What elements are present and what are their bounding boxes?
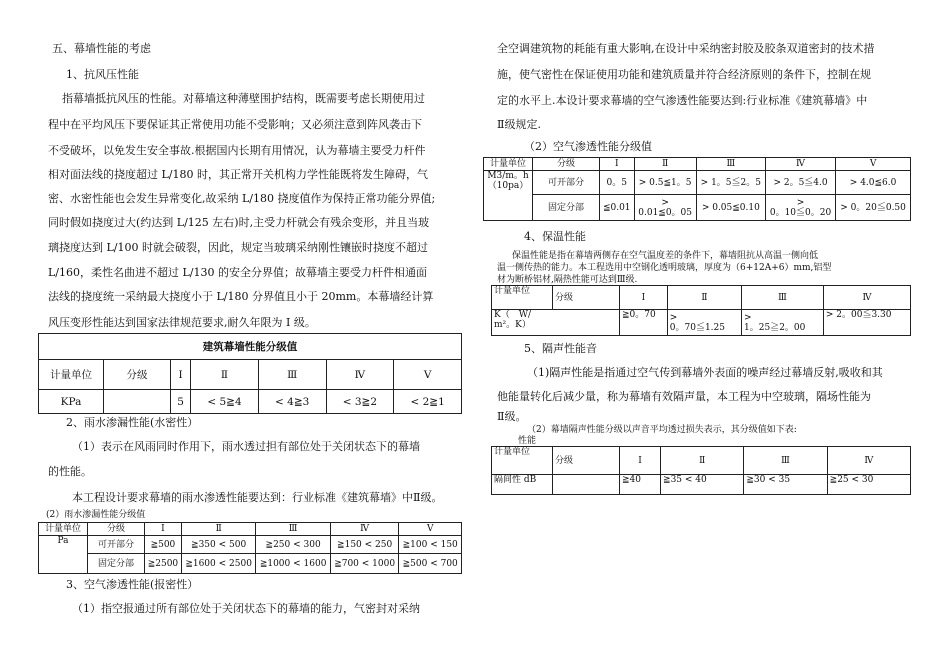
paragraph-line: 风压变形性能达到国家法律规范要求,耐久年限为 I 级。 — [48, 316, 316, 329]
subheading-sound-insulation: 5、隔声性能音 — [524, 342, 597, 355]
paragraph-line: 保温性能是指在幕墙两侧存在空气温度差的条件下，幕墙阻抗从高温一侧向低 — [512, 251, 819, 261]
paragraph-line: 指幕墙抵抗风压的性能。对幕墙这种薄壁围护结构，既需要考虑长期使用过 — [62, 92, 425, 105]
table-cell: ≦0.01 — [600, 195, 635, 221]
insulation-table — [491, 285, 911, 336]
paragraph-line: 同时假如挠度过大(约达到 L/125 左右)时,主受力杆就会有残余变形，并且当玻 — [48, 216, 430, 229]
cell-line: > — [669, 312, 678, 323]
table-header: I — [600, 158, 635, 171]
table-cell-unit — [492, 310, 620, 336]
table-cell: 0。5 — [600, 171, 635, 195]
table-header: 分级 — [88, 523, 145, 536]
table-header: Ⅴ — [394, 360, 462, 390]
unit-line: M3/m。h — [487, 171, 529, 181]
paragraph-line: 璃挠度达到 L/100 时就会破裂，因此，规定当玻璃采纳刚性镶嵌时挠度不超过 — [48, 241, 428, 254]
table-cell — [634, 195, 696, 221]
paragraph-line: 定的水平上.本设计要求幕墙的空气渗透性能要达到:行业标准《建筑幕墙》中 — [497, 94, 868, 107]
table-header: 分级 — [533, 158, 600, 171]
table-title: 建筑幕墙性能分级值 — [39, 334, 462, 360]
subheading-water-tightness: 2、雨水渗漏性能(水密性） — [66, 416, 199, 429]
table-cell: ≧35 < 40 — [661, 475, 744, 495]
table-cell — [104, 390, 171, 414]
paragraph-line: 的性能。 — [48, 465, 92, 478]
table-cell: ≧25 < 30 — [827, 475, 910, 495]
paragraph-line: 密、水密性能也会发生异常变化,故采纳 L/180 挠度值作为保持正常功能分界值; — [48, 192, 436, 205]
table-cell-unit — [484, 171, 533, 221]
table-cell: < 3≧2 — [326, 390, 394, 414]
table-cell: 5 — [171, 390, 191, 414]
cell-line: > — [796, 197, 805, 208]
table-cell: ≧1600 < 2500 — [181, 554, 256, 574]
table-cell: > 0.5≦1。5 — [634, 171, 696, 195]
table-cell: < 2≧1 — [394, 390, 462, 414]
table-header: 计量单位 — [492, 447, 553, 475]
table-header: 计量单位 — [39, 523, 88, 536]
paragraph-line: （1)隔声性能是指通过空气传到幕墙外表面的噪声经过幕墙反射,吸收和其 — [527, 366, 883, 379]
paragraph-line: L/160，柔性名曲进不超过 L/130 的安全分界值；故幕墙主要受力杆件相通面 — [48, 266, 428, 279]
subheading-air-tightness: 3、空气渗透性能(报密性） — [66, 578, 199, 591]
table-cell: > 2。00≦3.30 — [823, 310, 910, 336]
table-header: Ⅱ — [667, 286, 741, 310]
table-header: Ⅳ — [330, 523, 399, 536]
table-cell: < 5≧4 — [191, 390, 259, 414]
table-header: Ⅲ — [256, 523, 331, 536]
table-cell: ≧30 < 35 — [744, 475, 827, 495]
paragraph-line: 法线的挠度统一采纳最大挠度小于 L/180 分界值且小于 20mm。本幕墙经计算 — [48, 290, 434, 303]
table-header: Ⅱ — [661, 447, 744, 475]
table-header: Ⅲ — [742, 286, 824, 310]
paragraph-line: （1）指空报通过所有部位处于关闭状态下的幕墙的能力，气密封对采纳 — [72, 602, 420, 615]
paragraph-line: Ⅱ级。 — [497, 410, 527, 423]
table-caption: （2）空气渗透性能分级值 — [524, 140, 652, 153]
paragraph-line: 程中在平均风压下要保证其正常使用功能不受影响；又必须注意到阵风袭击下 — [48, 118, 422, 131]
paragraph-line: 本工程设计要求幕墙的雨水渗透性能要达到：行业标准《建筑幕墙》中Ⅱ级。 — [72, 491, 443, 504]
wind-pressure-grade-table — [38, 333, 462, 414]
table-header: 分级 — [553, 286, 620, 310]
table-header: Ⅴ — [836, 158, 911, 171]
table-cell: ≧500 — [145, 536, 182, 554]
paragraph-line: Ⅱ级规定. — [497, 118, 541, 131]
table-cell: < 4≧3 — [258, 390, 326, 414]
table-header: I — [171, 360, 191, 390]
table-cell — [553, 475, 620, 495]
cell-line: 0。10≦0。20 — [769, 207, 832, 218]
table-cell: ≧500 < 700 — [399, 554, 462, 574]
cell-line: 1。25≧2。00 — [744, 322, 806, 333]
table-cell: > 2。5≦4.0 — [765, 171, 835, 195]
table-header: Ⅳ — [827, 447, 910, 475]
table-cell — [742, 310, 824, 336]
water-tightness-table — [38, 522, 462, 574]
paragraph-line: （2）幕墙隔声性能分级以声音平均透过损失表示，其分级值如下表: — [527, 425, 797, 435]
table-header: Ⅳ — [765, 158, 835, 171]
cell-line: 0.01≦0。05 — [638, 207, 693, 218]
table-cell: ≧40 — [620, 475, 661, 495]
paragraph-line: 不受破坏，以免发生安全事故.根据国内长期有用情况，认为幕墙主要受力杆件 — [48, 144, 426, 157]
table-header: Ⅳ — [326, 360, 394, 390]
table-header: Ⅱ — [181, 523, 256, 536]
table-cell: 固定分部 — [88, 554, 145, 574]
cell-line: > — [744, 312, 752, 323]
table-cell: ≧700 < 1000 — [330, 554, 399, 574]
table-header: Ⅲ — [258, 360, 326, 390]
table-header: 计量单位 — [492, 286, 553, 310]
table-cell: ≧0。70 — [620, 310, 668, 336]
table-cell: ≧1000 < 1600 — [256, 554, 331, 574]
table-header: I — [620, 286, 668, 310]
table-header: Ⅳ — [823, 286, 910, 310]
table-header: 计量单位 — [484, 158, 533, 171]
paragraph-line: 施，使气密性在保证使用功能和建筑质量并符合经济原则的条件下，控制在规 — [497, 68, 871, 81]
table-header: I — [145, 523, 182, 536]
table-caption: (2）雨水渗漏性能分级值 — [46, 510, 146, 520]
paragraph-line: 温一侧传热的能力。本工程选用中空钢化透明玻璃，厚度为（6+12A+6）mm,铝型 — [497, 263, 832, 273]
table-header: Ⅲ — [744, 447, 827, 475]
unit-line: （10pa） — [487, 181, 529, 191]
table-cell: > 0.05≦0.10 — [696, 195, 765, 221]
table-cell: ≧350 < 500 — [181, 536, 256, 554]
paragraph-line: 相对面法线的挠度超过 L/180 时，其正常开关机构力学性能既将发生障碍，气 — [48, 168, 428, 181]
table-header: 分级 — [553, 447, 620, 475]
table-cell: > 0。20≦0.50 — [836, 195, 911, 221]
table-cell: ≧250 < 300 — [256, 536, 331, 554]
section-heading: 五、幕墙性能的考虑 — [52, 42, 151, 55]
paragraph-line: 他能量转化后减少量，称为幕墙有效隔声量，本工程为中空玻璃，隔场性能为 — [497, 390, 871, 403]
sound-insulation-table — [491, 446, 911, 495]
table-cell: ≧2500 — [145, 554, 182, 574]
cell-line: > — [661, 197, 669, 208]
table-cell: > 1。5≦2。5 — [696, 171, 765, 195]
air-tightness-table — [483, 157, 911, 221]
table-header: I — [620, 447, 661, 475]
paragraph-line: 全空调建筑物的耗能有重大影响,在设计中采纳密封胶及胶条双道密封的技术措 — [497, 42, 875, 55]
table-cell: ≧100 < 150 — [399, 536, 462, 554]
table-cell: 隔间性 dB — [492, 475, 553, 495]
table-header: Ⅴ — [399, 523, 462, 536]
paragraph-line: 材为断桥铝材,隔热性能可达到Ⅲ级. — [497, 275, 638, 285]
table-cell: 可开部分 — [88, 536, 145, 554]
unit-line: K（ W/ — [494, 310, 532, 320]
table-cell: ≧150 < 250 — [330, 536, 399, 554]
table-cell: 固定分部 — [533, 195, 600, 221]
table-cell — [765, 195, 835, 221]
table-header: Ⅲ — [696, 158, 765, 171]
table-cell: Pa — [39, 536, 88, 574]
paragraph-line: （1）表示在风雨同时作用下，雨水透过担有部位处于关闭状态下的幕墙 — [72, 440, 420, 453]
table-cell — [667, 310, 741, 336]
unit-line: m²。K） — [494, 320, 531, 330]
cell-line: 0。70≦1.25 — [669, 322, 725, 333]
table-cell: > 4.0≦6.0 — [836, 171, 911, 195]
subheading-insulation: 4、保温性能 — [524, 230, 586, 243]
paragraph-line: 性能 — [518, 436, 537, 446]
table-header: 计量单位 — [39, 360, 104, 390]
table-cell: 可开部分 — [533, 171, 600, 195]
table-cell: KPa — [39, 390, 104, 414]
subheading-wind-pressure: 1、抗风压性能 — [66, 68, 139, 81]
table-header: Ⅱ — [634, 158, 696, 171]
table-header: Ⅱ — [191, 360, 259, 390]
table-header: 分级 — [104, 360, 171, 390]
